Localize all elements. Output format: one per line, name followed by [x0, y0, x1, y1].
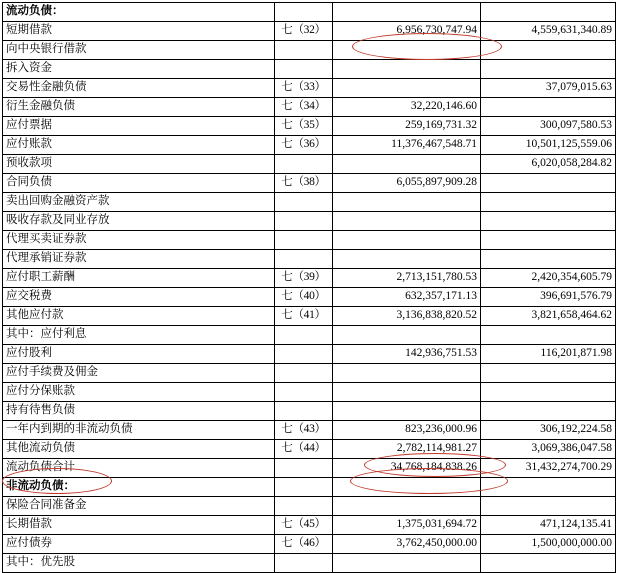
- row-label: 吸收存款及同业存放: [3, 212, 275, 231]
- table-row: [3, 269, 616, 288]
- row-value-current-period: [333, 3, 481, 22]
- table-row: [3, 307, 616, 326]
- row-label: 预收款项: [3, 155, 275, 174]
- row-note-reference: [275, 326, 333, 345]
- row-value-prior-period: [481, 60, 616, 79]
- row-value-current-period: 823,236,000.96: [333, 421, 481, 440]
- row-value-current-period: [333, 402, 481, 421]
- row-value-current-period: 6,055,897,909.28: [333, 174, 481, 193]
- row-value-current-period: [333, 497, 481, 516]
- row-value-current-period: 1,375,031,694.72: [333, 516, 481, 535]
- row-note-reference: [275, 383, 333, 402]
- row-value-current-period: [333, 193, 481, 212]
- row-value-current-period: [333, 155, 481, 174]
- row-label: 持有待售负债: [3, 402, 275, 421]
- row-label: 短期借款: [3, 22, 275, 41]
- table-row: [3, 174, 616, 193]
- row-note-reference: 七（38）: [275, 174, 333, 193]
- row-value-current-period: 3,136,838,820.52: [333, 307, 481, 326]
- row-value-prior-period: [481, 41, 616, 60]
- row-value-current-period: [333, 364, 481, 383]
- table-row: [3, 79, 616, 98]
- row-label: 拆入资金: [3, 60, 275, 79]
- row-note-reference: [275, 497, 333, 516]
- row-value-current-period: 3,762,450,000.00: [333, 535, 481, 554]
- row-note-reference: 七（41）: [275, 307, 333, 326]
- row-label: 长期借款: [3, 516, 275, 535]
- row-label: 衍生金融负债: [3, 98, 275, 117]
- row-value-prior-period: 2,420,354,605.79: [481, 269, 616, 288]
- row-value-prior-period: 306,192,224.58: [481, 421, 616, 440]
- row-value-current-period: 259,169,731.32: [333, 117, 481, 136]
- row-note-reference: [275, 345, 333, 364]
- table-row: [3, 98, 616, 117]
- row-note-reference: [275, 459, 333, 478]
- row-value-prior-period: [481, 193, 616, 212]
- row-label: 应付分保账款: [3, 383, 275, 402]
- table-row: [3, 250, 616, 269]
- row-value-current-period: 2,713,151,780.53: [333, 269, 481, 288]
- row-value-prior-period: [481, 497, 616, 516]
- row-value-current-period: 32,220,146.60: [333, 98, 481, 117]
- row-label: 其中：优先股: [3, 554, 275, 573]
- row-note-reference: 七（43）: [275, 421, 333, 440]
- row-note-reference: [275, 231, 333, 250]
- row-value-current-period: 2,782,114,981.27: [333, 440, 481, 459]
- row-value-current-period: [333, 41, 481, 60]
- table-row: [3, 383, 616, 402]
- row-note-reference: [275, 60, 333, 79]
- row-note-reference: [275, 478, 333, 497]
- row-note-reference: [275, 554, 333, 573]
- row-label: 保险合同准备金: [3, 497, 275, 516]
- row-label: 流动负债合计: [3, 459, 275, 478]
- row-value-current-period: [333, 231, 481, 250]
- row-value-prior-period: [481, 250, 616, 269]
- row-value-current-period: [333, 79, 481, 98]
- row-value-prior-period: [481, 174, 616, 193]
- row-value-current-period: [333, 554, 481, 573]
- row-label: 交易性金融负债: [3, 79, 275, 98]
- row-label: 应付票据: [3, 117, 275, 136]
- row-value-current-period: 142,936,751.53: [333, 345, 481, 364]
- row-note-reference: [275, 3, 333, 22]
- table-body: [3, 3, 616, 573]
- row-value-current-period: 632,357,171.13: [333, 288, 481, 307]
- row-note-reference: 七（34）: [275, 98, 333, 117]
- row-label: 应付债券: [3, 535, 275, 554]
- table-row: [3, 212, 616, 231]
- table-row: [3, 554, 616, 573]
- row-label: 其他流动负债: [3, 440, 275, 459]
- liabilities-table: [2, 2, 616, 573]
- row-label: 应付手续费及佣金: [3, 364, 275, 383]
- row-label: 向中央银行借款: [3, 41, 275, 60]
- row-note-reference: 七（40）: [275, 288, 333, 307]
- row-value-current-period: 6,956,730,747.94: [333, 22, 481, 41]
- table-row: [3, 402, 616, 421]
- table-row: [3, 288, 616, 307]
- row-note-reference: [275, 193, 333, 212]
- row-value-prior-period: 116,201,871.98: [481, 345, 616, 364]
- row-value-current-period: [333, 326, 481, 345]
- row-value-prior-period: [481, 478, 616, 497]
- table-row: [3, 155, 616, 174]
- row-note-reference: 七（36）: [275, 136, 333, 155]
- table-row: [3, 41, 616, 60]
- row-value-prior-period: [481, 326, 616, 345]
- row-label: 代理买卖证券款: [3, 231, 275, 250]
- table-row: [3, 478, 616, 497]
- row-value-current-period: [333, 250, 481, 269]
- row-note-reference: [275, 250, 333, 269]
- row-note-reference: 七（46）: [275, 535, 333, 554]
- row-value-prior-period: 3,821,658,464.62: [481, 307, 616, 326]
- row-value-prior-period: [481, 3, 616, 22]
- row-note-reference: 七（39）: [275, 269, 333, 288]
- table-row: [3, 136, 616, 155]
- table-row: [3, 497, 616, 516]
- row-value-prior-period: [481, 402, 616, 421]
- table-row: [3, 535, 616, 554]
- row-value-current-period: [333, 478, 481, 497]
- row-value-current-period: [333, 60, 481, 79]
- table-row: [3, 440, 616, 459]
- row-note-reference: [275, 155, 333, 174]
- balance-sheet-page: [0, 2, 617, 569]
- table-row: [3, 22, 616, 41]
- table-row: [3, 231, 616, 250]
- row-label: 流动负债：: [3, 3, 275, 22]
- table-row: [3, 459, 616, 478]
- row-value-prior-period: [481, 383, 616, 402]
- row-value-prior-period: 300,097,580.53: [481, 117, 616, 136]
- row-value-prior-period: [481, 554, 616, 573]
- row-note-reference: 七（33）: [275, 79, 333, 98]
- table-row: [3, 117, 616, 136]
- row-value-prior-period: 471,124,135.41: [481, 516, 616, 535]
- row-label: 其中：应付利息: [3, 326, 275, 345]
- row-note-reference: 七（44）: [275, 440, 333, 459]
- row-value-prior-period: [481, 364, 616, 383]
- row-label: 一年内到期的非流动负债: [3, 421, 275, 440]
- row-label: 应付职工薪酬: [3, 269, 275, 288]
- row-value-prior-period: 37,079,015.63: [481, 79, 616, 98]
- row-note-reference: 七（32）: [275, 22, 333, 41]
- row-note-reference: [275, 364, 333, 383]
- row-note-reference: [275, 402, 333, 421]
- row-label: 其他应付款: [3, 307, 275, 326]
- row-value-prior-period: 4,559,631,340.89: [481, 22, 616, 41]
- row-value-prior-period: 6,020,058,284.82: [481, 155, 616, 174]
- table-row: [3, 345, 616, 364]
- row-label: 合同负债: [3, 174, 275, 193]
- row-note-reference: [275, 212, 333, 231]
- row-label: 卖出回购金融资产款: [3, 193, 275, 212]
- row-note-reference: 七（35）: [275, 117, 333, 136]
- row-value-prior-period: [481, 98, 616, 117]
- row-label: 应交税费: [3, 288, 275, 307]
- table-row: [3, 516, 616, 535]
- row-value-current-period: [333, 383, 481, 402]
- row-label: 非流动负债：: [3, 478, 275, 497]
- row-value-prior-period: 10,501,125,559.06: [481, 136, 616, 155]
- row-label: 应付股利: [3, 345, 275, 364]
- row-note-reference: [275, 41, 333, 60]
- table-row: [3, 193, 616, 212]
- row-value-prior-period: 3,069,386,047.58: [481, 440, 616, 459]
- row-label: 代理承销证券款: [3, 250, 275, 269]
- row-value-current-period: [333, 212, 481, 231]
- table-row: [3, 364, 616, 383]
- table-row: [3, 3, 616, 22]
- row-value-prior-period: [481, 231, 616, 250]
- row-label: 应付账款: [3, 136, 275, 155]
- row-value-prior-period: 1,500,000,000.00: [481, 535, 616, 554]
- table-row: [3, 326, 616, 345]
- row-value-prior-period: 396,691,576.79: [481, 288, 616, 307]
- row-note-reference: 七（45）: [275, 516, 333, 535]
- row-value-prior-period: [481, 212, 616, 231]
- table-row: [3, 421, 616, 440]
- row-value-current-period: 34,768,184,838.26: [333, 459, 481, 478]
- row-value-prior-period: 31,432,274,700.29: [481, 459, 616, 478]
- row-value-current-period: 11,376,467,548.71: [333, 136, 481, 155]
- table-row: [3, 60, 616, 79]
